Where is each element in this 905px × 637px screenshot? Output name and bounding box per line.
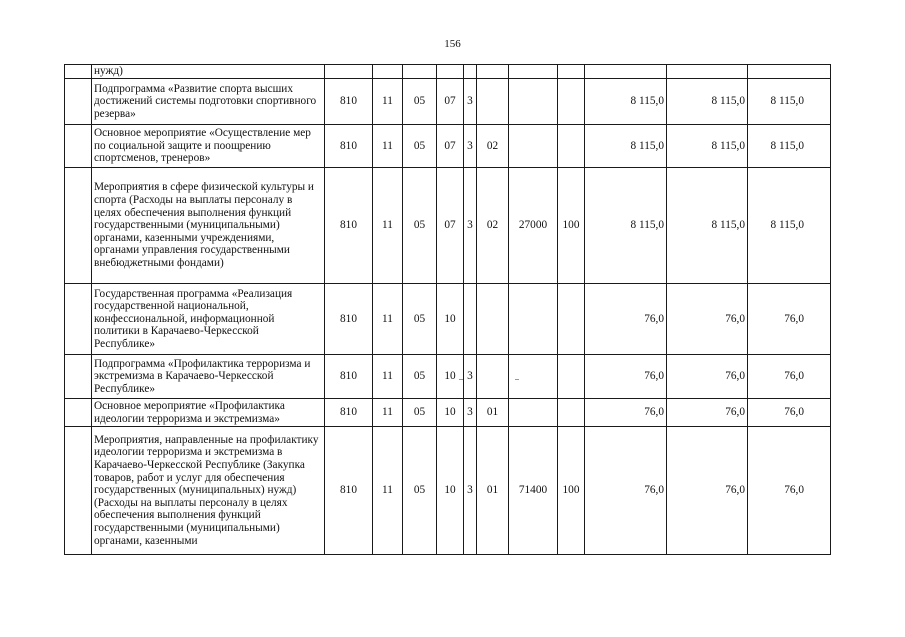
amount-year3-cell: 76,0 xyxy=(748,284,831,355)
row-index-cell xyxy=(65,399,92,427)
budget-table xyxy=(64,64,831,555)
amount-year1-cell xyxy=(585,65,667,79)
event-code-cell: 02 xyxy=(477,125,509,168)
amount-year3-cell: 8 115,0 xyxy=(748,168,831,284)
admin-code-cell: 810 xyxy=(325,355,373,399)
admin-code-cell xyxy=(325,65,373,79)
section-code-cell: 11 xyxy=(373,168,403,284)
subsection-code-cell: 05 xyxy=(403,399,437,427)
row-index-cell xyxy=(65,168,92,284)
amount-year2-cell: 8 115,0 xyxy=(667,125,748,168)
scan-mark xyxy=(515,379,519,380)
table-body xyxy=(65,65,831,555)
subsection-code-cell: 05 xyxy=(403,355,437,399)
admin-code-cell: 810 xyxy=(325,284,373,355)
subsection-code-cell: 05 xyxy=(403,284,437,355)
section-code-cell: 11 xyxy=(373,399,403,427)
subprogram-code-cell: 3 xyxy=(464,125,477,168)
expense-type-cell xyxy=(558,284,585,355)
program-code-cell: 10 xyxy=(437,399,464,427)
row-name-cell: Основное мероприятие «Осуществление мер по социальной защите и поощрению спортсменов, тренеров» xyxy=(92,125,325,168)
table-row xyxy=(65,79,831,125)
row-name-cell: Подпрограмма «Профилактика терроризма и экстремизма в Карачаево-Черкесской Республике» xyxy=(92,355,325,399)
subsection-code-cell: 05 xyxy=(403,427,437,555)
amount-year3-cell: 76,0 xyxy=(748,399,831,427)
amount-year2-cell: 76,0 xyxy=(667,355,748,399)
expense-type-cell xyxy=(558,65,585,79)
expense-type-cell: 100 xyxy=(558,427,585,555)
amount-year1-cell: 76,0 xyxy=(585,427,667,555)
expense-type-cell xyxy=(558,79,585,125)
table-row xyxy=(65,284,831,355)
amount-year2-cell xyxy=(667,65,748,79)
amount-year3-cell: 76,0 xyxy=(748,355,831,399)
row-index-cell xyxy=(65,427,92,555)
row-name-cell: Подпрограмма «Развитие спорта высших достижений системы подготовки спортивного резерва» xyxy=(92,79,325,125)
row-name-cell: Мероприятия в сфере физической культуры и спорта (Расходы на выплаты персоналу в целях обеспечения выполнения функций государственными (муниципальными) органами, казенными учреждениями, органами управления государственными внебюджетными фондами) xyxy=(92,168,325,284)
row-name-cell: нужд) xyxy=(92,65,325,79)
row-index-cell xyxy=(65,65,92,79)
section-code-cell: 11 xyxy=(373,355,403,399)
admin-code-cell: 810 xyxy=(325,399,373,427)
subsection-code-cell: 05 xyxy=(403,125,437,168)
subprogram-code-cell: 3 xyxy=(464,168,477,284)
event-code-cell xyxy=(477,79,509,125)
direction-code-cell xyxy=(509,65,558,79)
admin-code-cell: 810 xyxy=(325,427,373,555)
amount-year2-cell: 76,0 xyxy=(667,427,748,555)
amount-year3-cell: 76,0 xyxy=(748,427,831,555)
row-name-cell: Основное мероприятие «Профилактика идеологии терроризма и экстремизма» xyxy=(92,399,325,427)
section-code-cell: 11 xyxy=(373,125,403,168)
row-index-cell xyxy=(65,79,92,125)
subsection-code-cell xyxy=(403,65,437,79)
subprogram-code-cell: 3 xyxy=(464,427,477,555)
section-code-cell: 11 xyxy=(373,284,403,355)
subprogram-code-cell: 3 xyxy=(464,79,477,125)
row-index-cell xyxy=(65,355,92,399)
direction-code-cell xyxy=(509,399,558,427)
amount-year3-cell xyxy=(748,65,831,79)
amount-year3-cell: 8 115,0 xyxy=(748,79,831,125)
direction-code-cell xyxy=(509,355,558,399)
expense-type-cell xyxy=(558,355,585,399)
row-name-cell: Государственная программа «Реализация государственной национальной, конфессиональной, информационной политики в Карачаево-Черкесской Республике» xyxy=(92,284,325,355)
amount-year1-cell: 76,0 xyxy=(585,284,667,355)
event-code-cell xyxy=(477,284,509,355)
subprogram-code-cell: 3 xyxy=(464,355,477,399)
direction-code-cell xyxy=(509,125,558,168)
scan-mark xyxy=(459,379,463,380)
subprogram-code-cell xyxy=(464,65,477,79)
table-row xyxy=(65,125,831,168)
program-code-cell: 10 xyxy=(437,355,464,399)
amount-year1-cell: 76,0 xyxy=(585,399,667,427)
subsection-code-cell: 05 xyxy=(403,168,437,284)
amount-year3-cell: 8 115,0 xyxy=(748,125,831,168)
table-row xyxy=(65,399,831,427)
direction-code-cell: 71400 xyxy=(509,427,558,555)
row-index-cell xyxy=(65,125,92,168)
row-index-cell xyxy=(65,284,92,355)
section-code-cell xyxy=(373,65,403,79)
table-row xyxy=(65,168,831,284)
admin-code-cell: 810 xyxy=(325,168,373,284)
direction-code-cell xyxy=(509,284,558,355)
table-row xyxy=(65,355,831,399)
admin-code-cell: 810 xyxy=(325,79,373,125)
program-code-cell: 07 xyxy=(437,168,464,284)
table-row xyxy=(65,65,831,79)
program-code-cell: 07 xyxy=(437,125,464,168)
subprogram-code-cell: 3 xyxy=(464,399,477,427)
subprogram-code-cell xyxy=(464,284,477,355)
amount-year2-cell: 76,0 xyxy=(667,284,748,355)
expense-type-cell xyxy=(558,399,585,427)
amount-year2-cell: 8 115,0 xyxy=(667,79,748,125)
program-code-cell: 10 xyxy=(437,427,464,555)
expense-type-cell: 100 xyxy=(558,168,585,284)
event-code-cell xyxy=(477,65,509,79)
amount-year1-cell: 76,0 xyxy=(585,355,667,399)
amount-year1-cell: 8 115,0 xyxy=(585,168,667,284)
table-row xyxy=(65,427,831,555)
event-code-cell: 01 xyxy=(477,399,509,427)
section-code-cell: 11 xyxy=(373,79,403,125)
event-code-cell: 02 xyxy=(477,168,509,284)
direction-code-cell: 27000 xyxy=(509,168,558,284)
section-code-cell: 11 xyxy=(373,427,403,555)
admin-code-cell: 810 xyxy=(325,125,373,168)
amount-year2-cell: 8 115,0 xyxy=(667,168,748,284)
page-number: 156 xyxy=(444,38,461,50)
direction-code-cell xyxy=(509,79,558,125)
subsection-code-cell: 05 xyxy=(403,79,437,125)
program-code-cell xyxy=(437,65,464,79)
expense-type-cell xyxy=(558,125,585,168)
event-code-cell xyxy=(477,355,509,399)
program-code-cell: 07 xyxy=(437,79,464,125)
event-code-cell: 01 xyxy=(477,427,509,555)
program-code-cell: 10 xyxy=(437,284,464,355)
row-name-cell: Мероприятия, направленные на профилактику идеологии терроризма и экстремизма в Карачаево-Черкесской Республике (Закупка товаров, работ и услуг для обеспечения государственных (муниципальных) нужд) (Расходы на выплаты персоналу в целях обеспечения выполнения функций государственными (муниципальными) органами, казенными xyxy=(92,427,325,555)
amount-year2-cell: 76,0 xyxy=(667,399,748,427)
amount-year1-cell: 8 115,0 xyxy=(585,125,667,168)
amount-year1-cell: 8 115,0 xyxy=(585,79,667,125)
